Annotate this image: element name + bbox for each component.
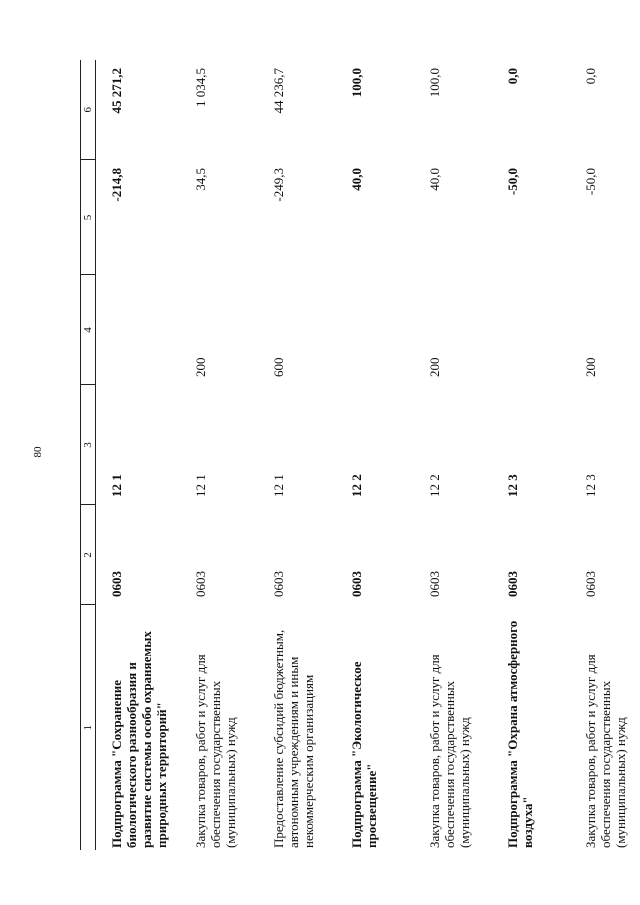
change-amount: 34,5 [192,168,208,191]
row-label: Подпрограмма "Сохранение биологического разнообразия и развитие системы особо охраняемых природных территорий" [109,631,169,848]
section-code: 0603 [270,571,286,597]
row-label: Закупка товаров, работ и услуг для обеспечения государственных (муниципальных) нужд [426,654,472,848]
expense-type: 200 [192,357,208,377]
table-row [336,60,414,850]
table-row [258,60,336,850]
total-amount: 1 034,5 [192,68,208,107]
row-label: Предоставление субсидий бюджетным, автономным учреждениям и иным некоммерческим организациям [270,629,316,848]
total-amount: 0,0 [582,68,598,85]
total-amount: 45 271,2 [109,68,124,114]
col-header-6: 6 [81,60,96,160]
table-row [180,60,258,850]
change-amount: -249,3 [270,168,286,202]
expense-type: 200 [426,357,442,377]
expense-type: 200 [582,357,598,377]
table-row [492,60,570,850]
table-body [96,60,640,850]
row-label: Закупка товаров, работ и услуг для обеспечения государственных (муниципальных) нужд [192,654,238,848]
change-amount: 40,0 [426,168,442,191]
change-amount: -214,8 [109,168,124,202]
section-code: 0603 [348,571,364,597]
change-amount: 40,0 [348,168,364,191]
change-amount: -50,0 [504,168,520,196]
budget-table [80,60,640,850]
col-header-5: 5 [81,160,96,275]
target-article: 12 3 [504,474,520,497]
target-article: 12 1 [109,474,124,497]
col-header-2: 2 [81,505,96,605]
target-article: 12 2 [426,474,442,497]
change-amount: -50,0 [582,168,598,196]
col-header-3: 3 [81,385,96,505]
col-header-1: 1 [81,605,96,850]
section-code: 0603 [504,571,520,597]
page-number: 80 [32,446,44,458]
expense-type [336,275,414,385]
expense-type [492,275,570,385]
row-label: Подпрограмма "Охрана атмосферного воздуха" [504,620,535,848]
expense-type [96,275,180,385]
section-code: 0603 [582,571,598,597]
total-amount: 100,0 [348,68,364,98]
table-row [414,60,492,850]
total-amount: 100,0 [426,68,442,98]
header-row [81,60,96,850]
section-code: 0603 [109,571,124,597]
total-amount: 0,0 [504,68,520,85]
rotated-page-content [80,60,628,850]
expense-type: 600 [270,357,286,377]
col-header-4: 4 [81,275,96,385]
section-code: 0603 [192,571,208,597]
target-article: 12 1 [192,474,208,497]
target-article: 12 3 [582,474,598,497]
target-article: 12 2 [348,474,364,497]
table-row [570,60,640,850]
total-amount: 44 236,7 [270,68,286,114]
table-row [96,60,180,850]
table-header [81,60,96,850]
section-code: 0603 [426,571,442,597]
target-article: 12 1 [270,474,286,497]
row-label: Подпрограмма "Экологическое просвещение" [348,661,379,848]
row-label: Закупка товаров, работ и услуг для обеспечения государственных (муниципальных) нужд [582,654,628,848]
